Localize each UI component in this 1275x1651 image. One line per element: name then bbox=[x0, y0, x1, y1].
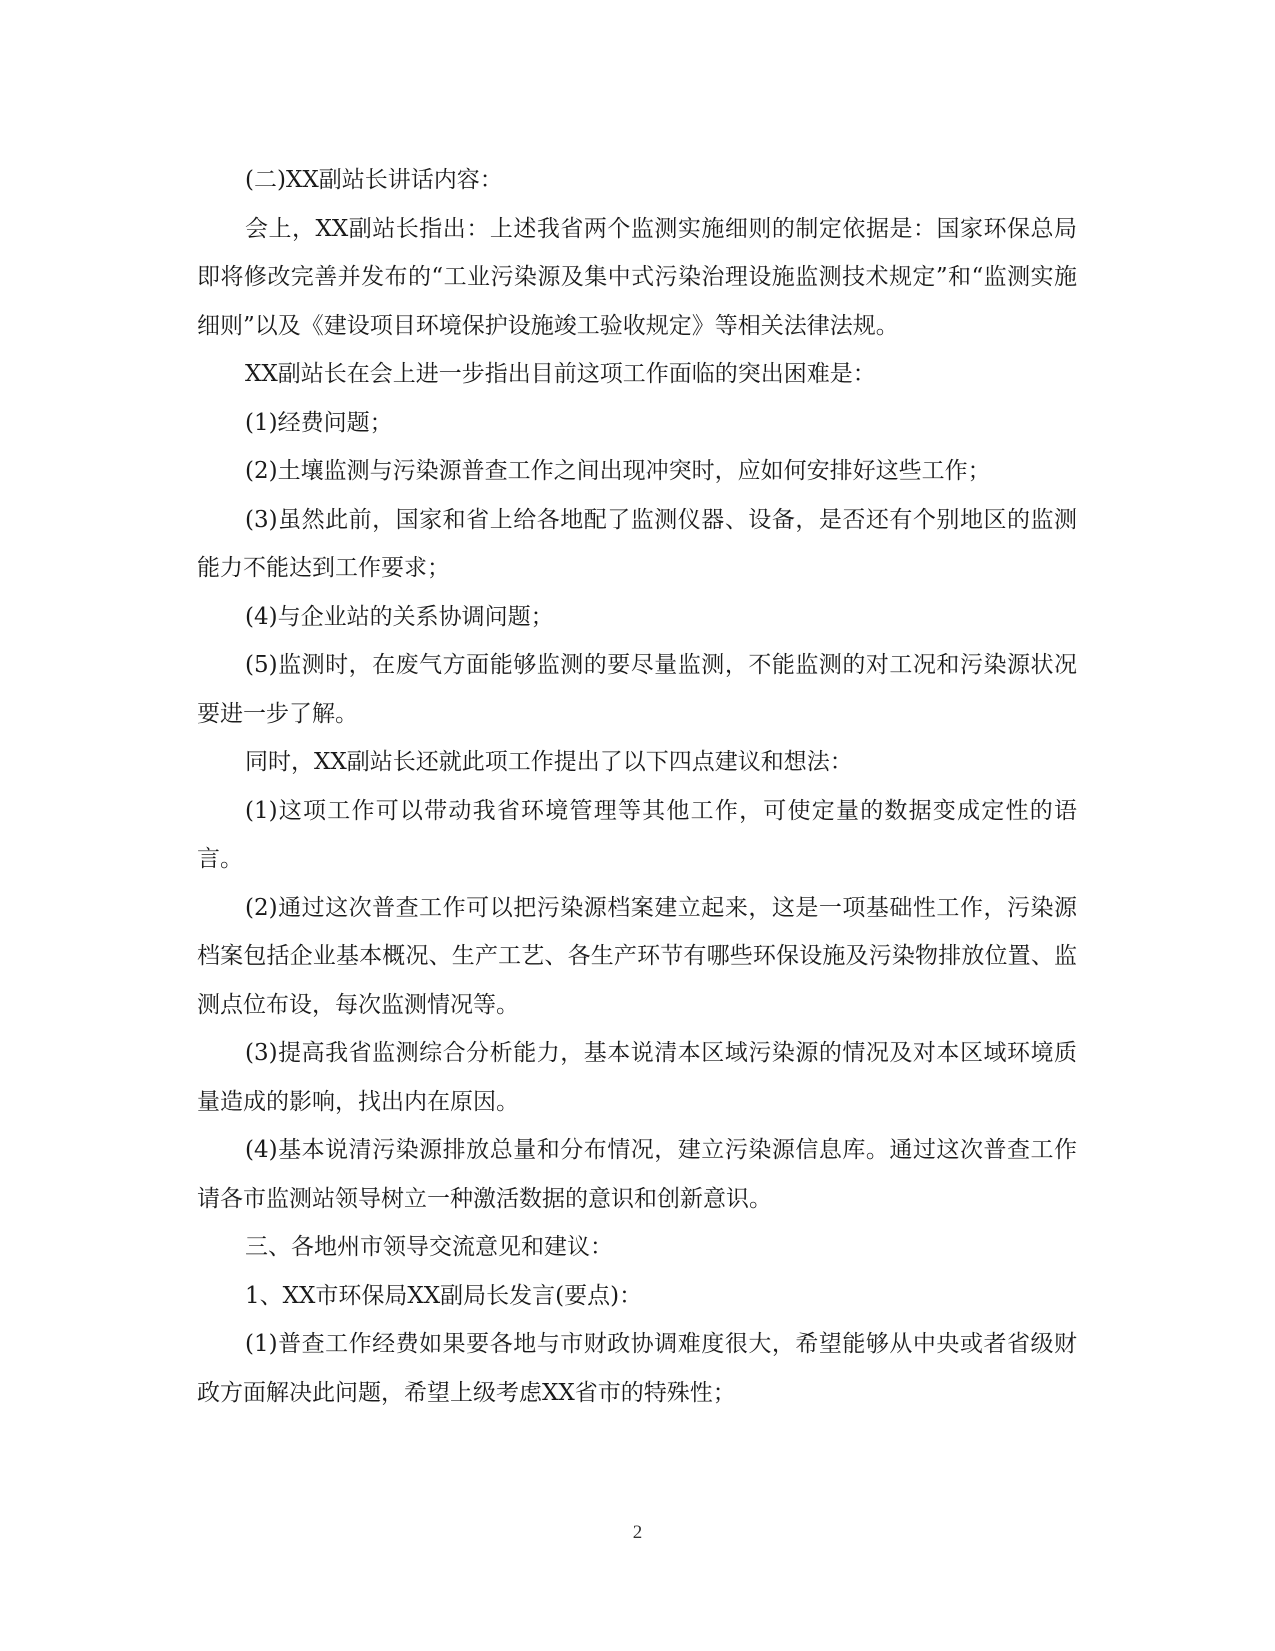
paragraph-difficulty-1: (1)经费问题； bbox=[245, 409, 393, 436]
paragraph-suggestion-2: (2)通过这次普查工作可以把污染源档案建立起来，这是一项基础性工作，污染源档案包括企业基本概况、生产工艺、各生产环节有哪些环保设施及污染物排放位置、监测点位布设，每次监测情况等。 bbox=[197, 894, 1077, 1018]
paragraph-section-three-heading: 三、各地州市领导交流意见和建议： bbox=[245, 1234, 613, 1260]
paragraph-city-speech-heading: 1、XX市环保局XX副局长发言(要点)： bbox=[245, 1282, 643, 1309]
paragraph-difficulty-2: (2)土壤监测与污染源普查工作之间出现冲突时，应如何安排好这些工作； bbox=[245, 458, 991, 484]
paragraph-suggestions-intro: 同时，XX副站长还就此项工作提出了以下四点建议和想法： bbox=[245, 749, 853, 775]
paragraph-suggestion-3: (3)提高我省监测综合分析能力，基本说清本区域污染源的情况及对本区域环境质量造成的影响，找出内在原因。 bbox=[197, 1040, 1077, 1115]
paragraph-basis-of-rules: 会上，XX副站长指出：上述我省两个监测实施细则的制定依据是：国家环保总局即将修改完善并发布的“工业污染源及集中式污染治理设施监测技术规定”和“监测实施细则”以及《建设项目环境保护设施竣工验收规定》等相关法律法规。 bbox=[197, 215, 1077, 339]
paragraph-suggestion-4: (4)基本说清污染源排放总量和分布情况，建立污染源信息库。通过这次普查工作请各市监测站领导树立一种激活数据的意识和创新意识。 bbox=[197, 1137, 1077, 1212]
paragraph-difficulty-4: (4)与企业站的关系协调问题； bbox=[245, 603, 554, 630]
paragraph-city-point-1: (1)普查工作经费如果要各地与市财政协调难度很大，希望能够从中央或者省级财政方面解决此问题，希望上级考虑XX省市的特殊性； bbox=[197, 1331, 1077, 1406]
document-body bbox=[197, 156, 1077, 1417]
paragraph-difficulty-5: (5)监测时，在废气方面能够监测的要尽量监测，不能监测的对工况和污染源状况要进一步了解。 bbox=[197, 652, 1077, 727]
paragraph-section-heading-deputy-speech: (二)XX副站长讲话内容： bbox=[245, 167, 503, 193]
page-number: 2 bbox=[632, 1522, 643, 1543]
paragraph-suggestion-1: (1)这项工作可以带动我省环境管理等其他工作，可使定量的数据变成定性的语言。 bbox=[197, 797, 1077, 872]
paragraph-difficulties-intro: XX副站长在会上进一步指出目前这项工作面临的突出困难是： bbox=[245, 361, 876, 387]
paragraph-difficulty-3: (3)虽然此前，国家和省上给各地配了监测仪器、设备，是否还有个别地区的监测能力不能达到工作要求； bbox=[197, 506, 1077, 581]
